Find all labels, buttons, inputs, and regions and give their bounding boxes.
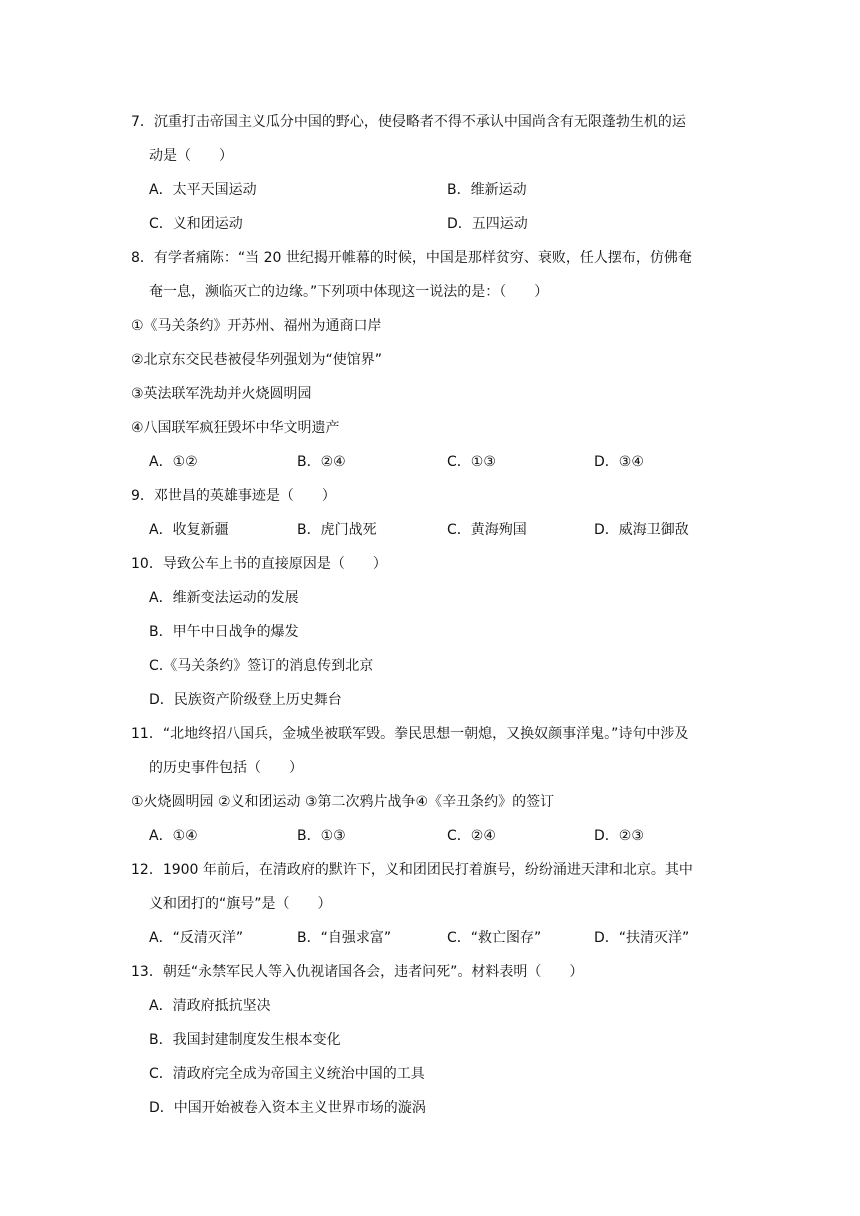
question-13-stem: 13．朝廷“永禁军民人等入仇视诸国各会，违者问死”。材料表明（ ） (131, 964, 584, 980)
question-11-option-a: A．①④ (149, 828, 198, 844)
question-12-stem-cont: 义和团打的“旗号”是（ ） (149, 896, 332, 912)
question-11-stem: 11．“北地终招八国兵，金城坐被联军毁。拳民思想一朝熄，又换奴颜事洋鬼。”诗句中涉及 (131, 726, 689, 742)
question-10-option-b: B．甲午中日战争的爆发 (149, 624, 299, 640)
question-7-stem: 7．沉重打击帝国主义瓜分中国的野心，使侵略者不得不承认中国尚含有无限蓬勃生机的运 (131, 114, 686, 130)
question-12-option-a: A．“反清灭洋” (149, 930, 244, 946)
question-8-option-d: D．③④ (594, 454, 644, 470)
question-9-option-d: D．威海卫御敌 (594, 522, 689, 538)
question-8-item-1: ①《马关条约》开苏州、福州为通商口岸 (131, 318, 382, 334)
question-12-option-b: B．“自强求富” (297, 930, 392, 946)
question-13-option-b: B．我国封建制度发生根本变化 (149, 1032, 341, 1048)
question-7-stem-cont: 动是（ ） (149, 148, 233, 164)
question-8-stem: 8．有学者痛陈：“当 20 世纪揭开帷幕的时候，中国是那样贫穷、衰败，任人摆布，仿佛奄 (131, 250, 692, 266)
question-9-option-c: C．黄海殉国 (447, 522, 527, 538)
question-11-stem-cont: 的历史事件包括（ ） (149, 760, 303, 776)
question-13-option-d: D．中国开始被卷入资本主义世界市场的漩涡 (149, 1100, 426, 1116)
question-7-option-c: C．义和团运动 (149, 216, 243, 232)
question-9-option-a: A．收复新疆 (149, 522, 229, 538)
question-8-option-a: A．①② (149, 454, 198, 470)
question-11-option-d: D．②③ (594, 828, 644, 844)
question-10-option-c: C.《马关条约》签订的消息传到北京 (149, 658, 374, 674)
question-7-option-b: B．维新运动 (447, 182, 527, 198)
question-7-option-a: A．太平天国运动 (149, 182, 257, 198)
question-12-stem: 12．1900 年前后，在清政府的默许下，义和团团民打着旗号，纷纷涌进天津和北京。其中 (131, 862, 693, 878)
question-11-option-c: C．②④ (447, 828, 496, 844)
question-10-option-a: A．维新变法运动的发展 (149, 590, 299, 606)
question-12-option-d: D．“扶清灭洋” (594, 930, 690, 946)
question-12-option-c: C．“救亡图存” (447, 930, 542, 946)
question-8-stem-cont: 奄一息，濒临灭亡的边缘。”下列项中体现这一说法的是：（ ） (149, 284, 549, 300)
question-8-item-2: ②北京东交民巷被侵华列强划为“使馆界” (131, 352, 383, 368)
question-8-option-b: B．②④ (297, 454, 346, 470)
question-8-option-c: C．①③ (447, 454, 496, 470)
question-11-option-b: B．①③ (297, 828, 346, 844)
question-10-option-d: D．民族资产阶级登上历史舞台 (149, 692, 342, 708)
question-13-option-a: A．清政府抵抗坚决 (149, 998, 271, 1014)
question-8-item-4: ④八国联军疯狂毁坏中华文明遗产 (131, 420, 340, 436)
question-9-option-b: B．虎门战死 (297, 522, 377, 538)
question-11-items: ①火烧圆明园 ②义和团运动 ③第二次鸦片战争④《辛丑条约》的签订 (131, 794, 555, 810)
question-8-item-3: ③英法联军洗劫并火烧圆明园 (131, 386, 312, 402)
question-13-option-c: C．清政府完全成为帝国主义统治中国的工具 (149, 1066, 425, 1082)
question-7-option-d: D．五四运动 (447, 216, 528, 232)
question-9-stem: 9．邓世昌的英雄事迹是（ ） (131, 488, 336, 504)
question-10-stem: 10．导致公车上书的直接原因是（ ） (131, 556, 387, 572)
